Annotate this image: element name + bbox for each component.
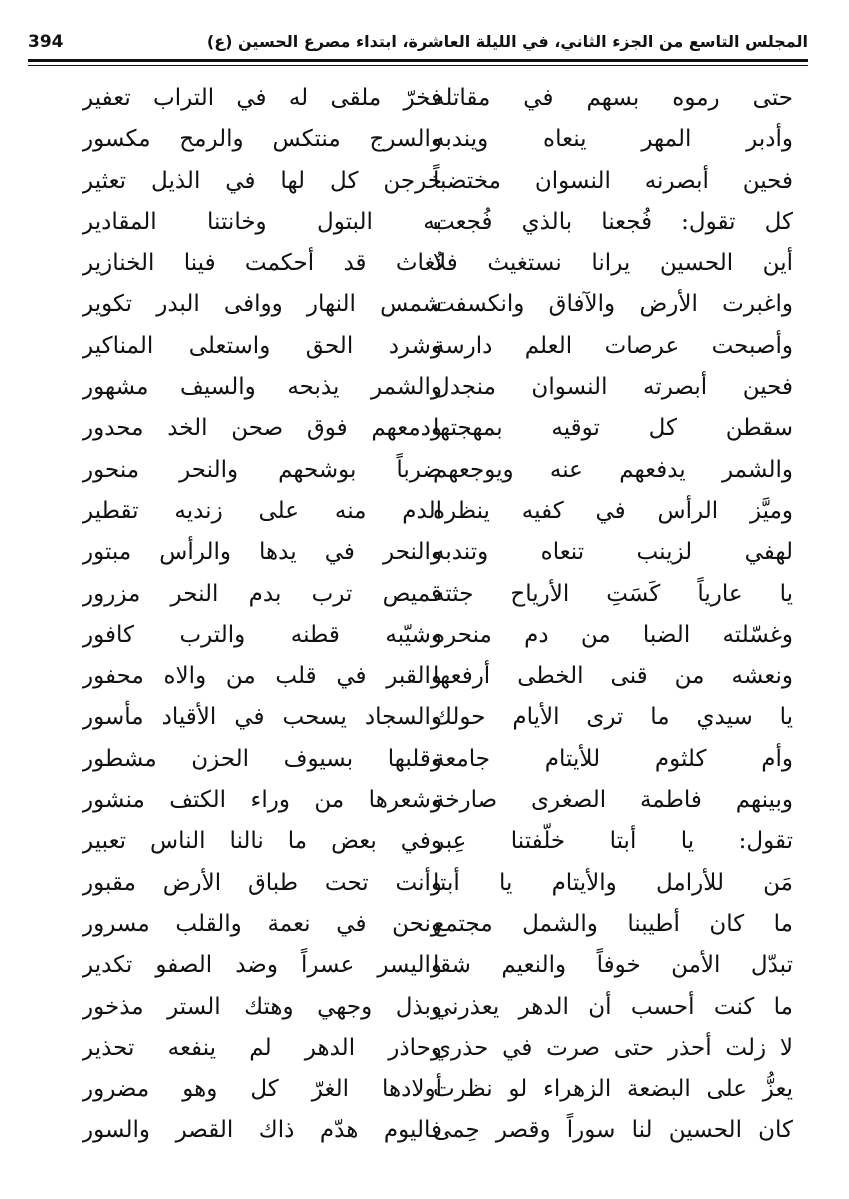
verse-first-hemistich: وأصبحت عرصات العلم دارسة	[433, 332, 793, 359]
header-rule-thick	[28, 59, 808, 62]
verse-second-hemistich: ونحن في نعمة والقلب مسرور	[82, 910, 442, 937]
verse-second-hemistich: والنحر في يدها والرأس مبتور	[82, 539, 442, 566]
verse-first-hemistich: ونعشه من قنى الخطى أرفعها	[433, 663, 793, 690]
verse-second-hemistich: والقبر في قلب من والاه محفور	[82, 663, 442, 690]
poem-second-hemistichs	[82, 78, 442, 1152]
verse-second-hemistich: قميص ترب بدم النحر مزرور	[82, 580, 442, 607]
verse-second-hemistich: أولادها الغرّ كل وهو مضرور	[82, 1076, 442, 1103]
verse-second-hemistich: والسجاد يسحب في الأقياد مأسور	[82, 704, 442, 731]
verse-first-hemistich: والشمر يدفعهم عنه ويوجعهم	[433, 456, 793, 483]
verse-first-hemistich: لا زلت أحذر حتى صرت في حذري	[433, 1034, 793, 1061]
verse-second-hemistich: والشمر يذبحه والسيف مشهور	[82, 374, 442, 401]
verse-second-hemistich: شمس النهار ووافى البدر تكوير	[82, 291, 442, 318]
verse-second-hemistich: وبذل وجهي وهتك الستر مذخور	[82, 993, 442, 1020]
verse-first-hemistich: كان الحسين لنا سوراً وقصر حِمى	[433, 1117, 793, 1144]
verse-second-hemistich: وحاذر الدهر لم ينفعه تحذير	[82, 1034, 442, 1061]
verse-second-hemistich: وشيّبه قطنه والترب كافور	[82, 621, 442, 648]
verse-second-hemistich: خرجن كل لها في الذيل تعثير	[82, 167, 442, 194]
verse-second-hemistich: الدم منه على زنديه تقطير	[82, 497, 442, 524]
verse-second-hemistich: واليسر عسراً وضد الصفو تكدير	[82, 952, 442, 979]
chapter-title: المجلس التاسع من الجزء الثاني، في الليلة العاشرة، ابتداء مصرع الحسين (ع)	[206, 32, 808, 51]
verse-second-hemistich: ودمعهم فوق صحن الخد محدور	[82, 415, 442, 442]
verse-first-hemistich: وغسّلته الضبا من دم منحره	[433, 621, 793, 648]
verse-first-hemistich: وأم كلثوم للأيتام جامعة	[433, 745, 793, 772]
verse-first-hemistich: ما كان أطيبنا والشمل مجتمع	[433, 910, 793, 937]
verse-first-hemistich: لهفي لزينب تنعاه وتندبه	[433, 539, 793, 566]
verse-first-hemistich: سقطن كل توقيه بمهجتها	[433, 415, 793, 442]
verse-first-hemistich: تبدّل الأمن خوفاً والنعيم شقا	[433, 952, 793, 979]
running-header	[28, 26, 808, 60]
verse-second-hemistich: والسرج منتكس والرمح مكسور	[82, 126, 442, 153]
verse-first-hemistich: يا سيدي ما ترى الأيام حولك	[433, 704, 793, 731]
verse-second-hemistich: فخرّ ملقى له في التراب تعفير	[82, 85, 442, 111]
verse-first-hemistich: فحين أبصرنه النسوان مختضباً	[433, 167, 793, 194]
verse-first-hemistich: ما كنت أحسب أن الدهر يعذرني	[433, 993, 793, 1020]
verse-first-hemistich: مَن للأرامل والأيتام يا أبتا	[433, 869, 793, 896]
verse-first-hemistich: وميَّز الرأس في كفيه ينظره	[433, 497, 793, 524]
verse-first-hemistich: أين الحسين يرانا نستغيث فلا	[433, 250, 793, 277]
verse-first-hemistich: حتى رموه بسهم في مقاتله	[433, 85, 793, 111]
verse-second-hemistich: وفي بعض ما نالنا الناس تعبير	[82, 828, 442, 855]
verse-second-hemistich: وأنت تحت طباق الأرض مقبور	[82, 869, 442, 896]
page-number: 394	[28, 32, 64, 52]
verse-second-hemistich: ضرباً بوشحهم والنحر منحور	[82, 456, 442, 483]
verse-second-hemistich: وشعرها من وراء الكتف منشور	[82, 787, 442, 814]
verse-first-hemistich: وأدبر المهر ينعاه ويندبه	[433, 126, 793, 153]
verse-first-hemistich: تقول: يا أبتا خلّفتنا عِبر	[433, 828, 793, 855]
verse-first-hemistich: واغبرت الأرض والآفاق وانكسفت	[433, 291, 793, 318]
verse-first-hemistich: وبينهم فاطمة الصغرى صارخة	[433, 787, 793, 814]
header-rule-thin	[28, 65, 808, 66]
verse-second-hemistich: فاليوم هدّم ذاك القصر والسور	[82, 1117, 442, 1144]
verse-first-hemistich: يا عارياً كَسَتِ الأرياح جثته	[433, 580, 793, 607]
poem-first-hemistichs	[433, 78, 793, 1152]
verse-second-hemistich: وقلبها بسيوف الحزن مشطور	[82, 745, 442, 772]
verse-second-hemistich: به البتول وخانتنا المقادير	[82, 208, 442, 235]
verse-second-hemistich: نُغاث قد أحكمت فينا الخنازير	[82, 250, 442, 277]
verse-first-hemistich: كل تقول: فُجعنا بالذي فُجعت	[433, 208, 793, 235]
verse-first-hemistich: يعزُّ على البضعة الزهراء لو نظرت	[433, 1076, 793, 1103]
verse-first-hemistich: فحين أبصرته النسوان منجدل	[433, 374, 793, 401]
verse-second-hemistich: وشرد الحق واستعلى المناكير	[82, 332, 442, 359]
